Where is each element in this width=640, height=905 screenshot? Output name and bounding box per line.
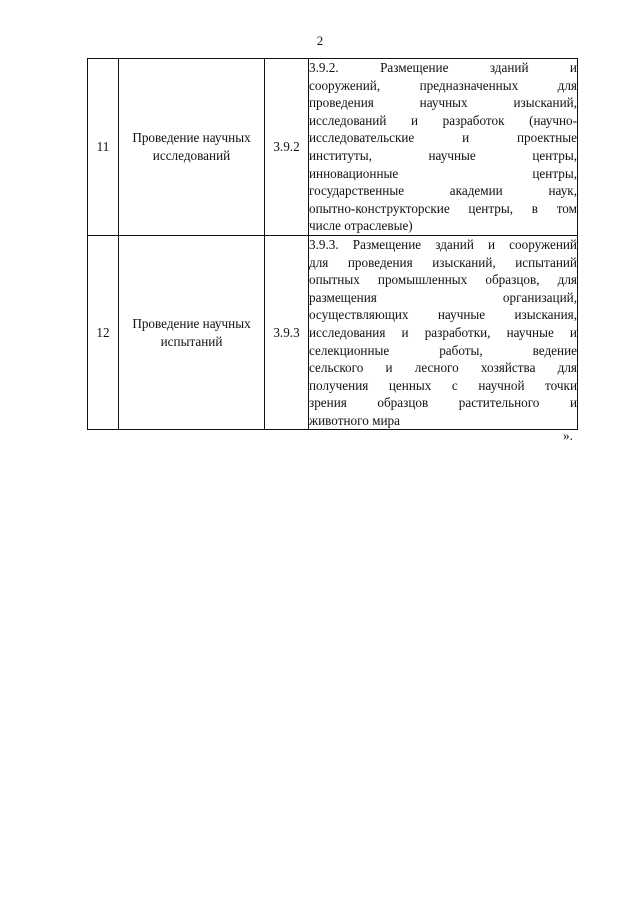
description-line: получения ценных с научной точки: [309, 377, 577, 393]
land-use-description: [309, 59, 578, 236]
description-line: государственные академии наук,: [309, 183, 577, 199]
description-line: опытно-конструкторские центры, в том: [309, 200, 577, 216]
description-line: 3.9.3. Размещение зданий и сооружений: [309, 236, 577, 252]
description-line: инновационные центры,: [309, 165, 577, 181]
land-use-table: [87, 58, 578, 430]
description-line: размещения организаций,: [309, 289, 577, 305]
description-line: исследования и разработки, научные и: [309, 324, 577, 340]
description-line: осуществляющих научные изыскания,: [309, 307, 577, 323]
description-line: 3.9.2. Размещение зданий и: [309, 60, 577, 75]
table-row: [88, 59, 578, 236]
land-use-code: 3.9.3: [265, 235, 309, 430]
description-line: исследовательские и проектные: [309, 130, 577, 146]
table-row: [88, 235, 578, 430]
description-line: сельского и лесного хозяйства для: [309, 360, 577, 376]
description-line: селекционные работы, ведение: [309, 342, 577, 358]
description-line: исследований и разработок (научно-: [309, 112, 577, 128]
page-number: 2: [316, 33, 324, 48]
description-line: сооружений, предназначенных для: [309, 77, 577, 93]
land-use-name: Проведение научных исследований: [119, 59, 265, 236]
description-line: животного мира: [309, 412, 400, 428]
row-number: 11: [88, 59, 119, 236]
description-line: числе отраслевые): [309, 218, 413, 234]
closing-quote-mark: ».: [563, 428, 573, 443]
description-line: институты, научные центры,: [309, 147, 577, 163]
description-line: зрения образцов растительного и: [309, 395, 577, 411]
row-number: 12: [88, 235, 119, 430]
land-use-description: [309, 235, 578, 430]
description-line: проведения научных изысканий,: [309, 95, 577, 111]
description-line: для проведения изысканий, испытаний: [309, 254, 577, 270]
land-use-code: 3.9.2: [265, 59, 309, 236]
description-line: опытных промышленных образцов, для: [309, 272, 577, 288]
land-use-name: Проведение научных испытаний: [119, 235, 265, 430]
